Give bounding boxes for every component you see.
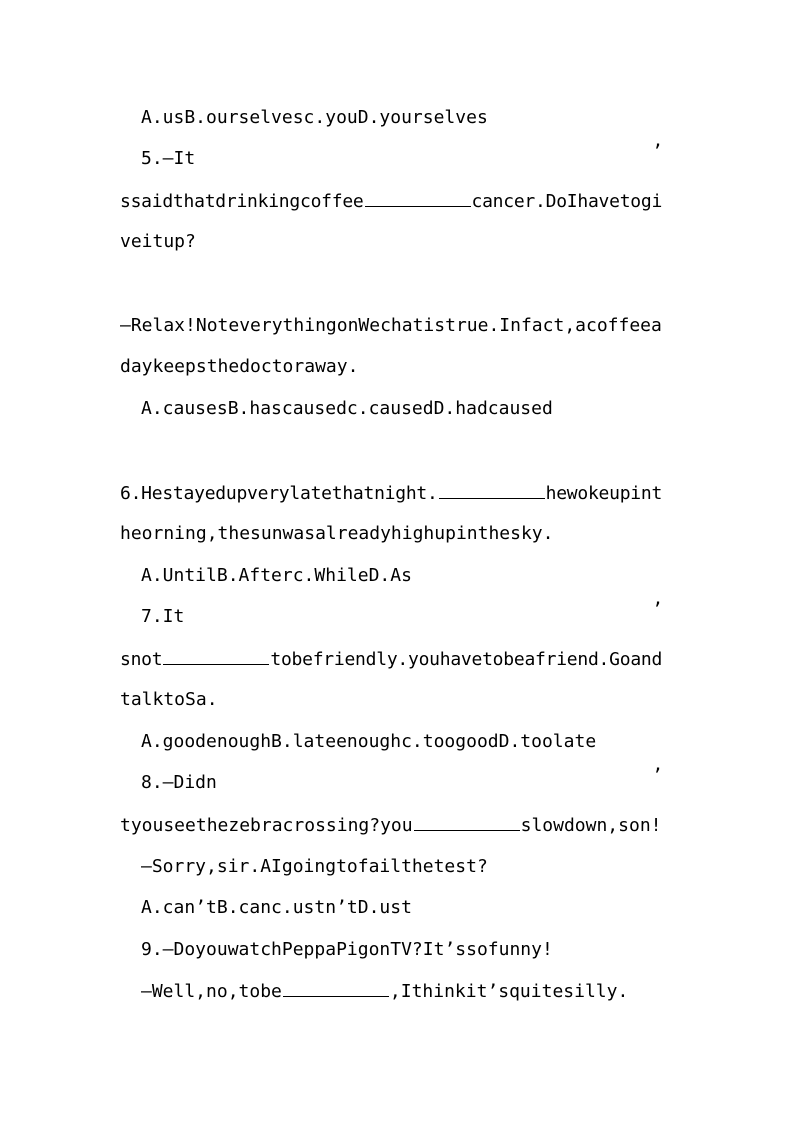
q7-options: A.goodenoughB.lateenoughc.toogoodD.toolate	[141, 731, 597, 752]
q5-line1	[120, 190, 662, 213]
q8-apostrophe: ’	[652, 765, 663, 786]
q9-line1: 9.—DoyouwatchPeppaPigonTV?It’ssofunny!	[141, 939, 553, 960]
q7-answer-blank[interactable]	[163, 648, 269, 665]
q7-number: 7.It	[141, 606, 185, 627]
q5-line1-end: cancer.DoIhavetogi	[471, 191, 663, 212]
q6-answer-blank[interactable]	[439, 482, 545, 499]
q5-reply-line2: daykeepsthedoctoraway.	[120, 356, 359, 377]
q9-line2-start: —Well,no,tobe	[141, 981, 282, 1002]
q5-number: 5.—It	[141, 148, 196, 169]
q7-apostrophe: ’	[652, 599, 663, 620]
q8-options: A.can’tB.canc.ustn’tD.ust	[141, 897, 412, 918]
q8-line1-start: tyouseethezebracrossing?you	[120, 815, 413, 836]
q5-reply-line1: —Relax!NoteverythingonWechatistrue.Infact,acoffeea	[120, 315, 662, 336]
q5-line1-start: ssaidthatdrinkingcoffee	[120, 191, 364, 212]
q8-answer-blank[interactable]	[414, 814, 520, 831]
q6-line1-end: hewokeupint	[545, 483, 663, 504]
q6-options: A.UntilB.Afterc.WhileD.As	[141, 565, 412, 586]
q5-options: A.causesB.hascausedc.causedD.hadcaused	[141, 398, 553, 419]
q5-answer-blank[interactable]	[365, 190, 471, 207]
q6-line1	[120, 482, 662, 505]
q7-line1-end: tobefriendly.youhavetobeafriend.Goand	[270, 649, 663, 670]
q8-line1-end: slowdown,son!	[520, 815, 662, 836]
q6-line1-start: 6.Hestayedupverylatethatnight.	[120, 483, 438, 504]
q8-line1	[120, 814, 662, 837]
q7-line1	[120, 648, 662, 671]
q9-line2	[141, 980, 628, 1003]
q5-apostrophe: ’	[652, 141, 663, 162]
q9-answer-blank[interactable]	[283, 980, 389, 997]
q8-number: 8.—Didn	[141, 772, 217, 793]
q6-line2: heorning,thesunwasalreadyhighupinthesky.	[120, 523, 554, 544]
q4-options: A.usB.ourselvesc.youD.yourselves	[141, 107, 488, 128]
q8-reply: —Sorry,sir.AIgoingtofailthetest?	[141, 856, 488, 877]
q5-line2: veitup?	[120, 231, 196, 252]
q9-line2-end: ,Ithinkit’squitesilly.	[389, 981, 629, 1002]
q7-line2: talktoSa.	[120, 689, 218, 710]
q7-line1-start: snot	[120, 649, 163, 670]
